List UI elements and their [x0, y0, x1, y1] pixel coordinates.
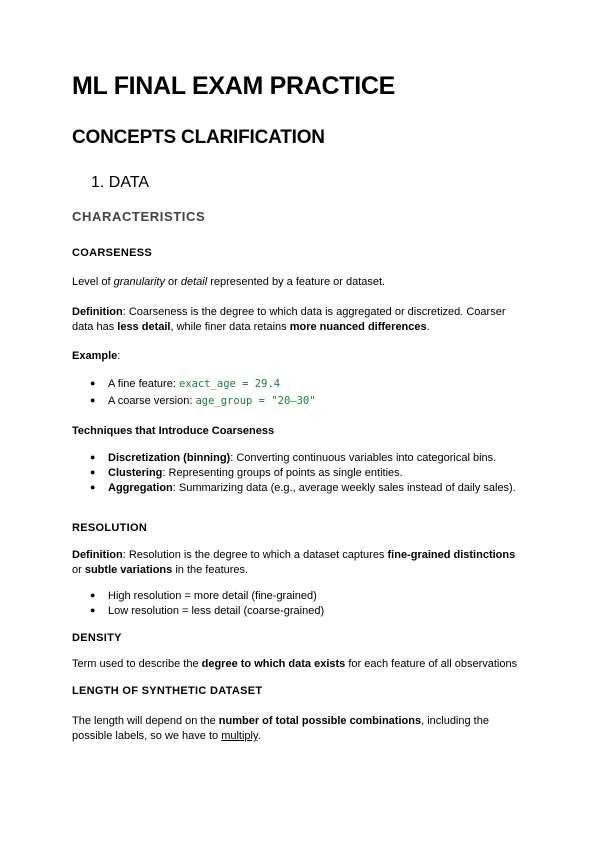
density-bold: degree to which data exists	[201, 658, 346, 670]
technique-desc: : Summarizing data (e.g., average weekly sales instead of daily sales).	[172, 482, 516, 494]
synthetic-line2	[72, 729, 261, 744]
document-title: ML FINAL EXAM PRACTICE	[72, 72, 396, 100]
density-text-part: for each feature of all observations	[345, 658, 518, 670]
example-label-line	[72, 349, 120, 364]
technique-term: Clustering	[108, 467, 163, 479]
definition-more-nuanced: more nuanced differences	[289, 321, 427, 333]
definition-text: : Resolution is the degree to which a dataset captures	[122, 549, 388, 561]
intro-detail: detail	[180, 276, 208, 288]
synthetic-text: .	[257, 730, 261, 742]
example-colon: :	[117, 350, 121, 362]
section-heading: 1. DATA	[91, 174, 150, 191]
synthetic-text: , including the	[421, 715, 489, 727]
definition-label: Definition	[72, 549, 123, 561]
intro-text: represented by a feature or dataset.	[207, 276, 386, 288]
bullet-icon: ●	[90, 482, 96, 492]
synthetic-text: The length will depend on the	[72, 715, 219, 727]
technique-desc: : Converting continuous variables into categorical bins.	[230, 452, 497, 464]
list-item	[108, 481, 516, 496]
bullet-icon: ●	[90, 452, 96, 462]
example-text: A fine feature:	[108, 378, 179, 390]
example-label: Example	[72, 350, 118, 362]
coarseness-definition-line2	[72, 320, 430, 335]
list-item	[108, 394, 316, 409]
definition-text: .	[426, 321, 430, 333]
resolution-definition-line1	[72, 548, 515, 563]
list-item	[108, 377, 280, 392]
technique-desc: : Representing groups of points as single entities.	[162, 467, 403, 479]
technique-term: Discretization (binning)	[108, 452, 231, 464]
subsection-heading: CHARACTERISTICS	[72, 209, 206, 224]
definition-text: in the features.	[172, 564, 249, 576]
resolution-definition-line2	[72, 563, 248, 578]
technique-term: Aggregation	[108, 482, 173, 494]
synthetic-line1	[72, 714, 489, 729]
definition-fine-grained: fine-grained distinctions	[387, 549, 516, 561]
synthetic-heading: LENGTH OF SYNTHETIC DATASET	[72, 685, 263, 697]
definition-text: data has	[72, 321, 118, 333]
list-item: High resolution = more detail (fine-grained)	[108, 590, 317, 602]
techniques-heading: Techniques that Introduce Coarseness	[72, 425, 275, 437]
density-text-part: Term used to describe the	[72, 658, 202, 670]
intro-text: Level of	[72, 276, 114, 288]
example-code: exact_age = 29.4	[178, 378, 281, 390]
definition-text: : Coarseness is the degree to which data is aggregated or discretized. Coarser	[122, 306, 506, 318]
bullet-icon: ●	[90, 395, 96, 405]
density-heading: DENSITY	[72, 632, 122, 644]
definition-less-detail: less detail	[117, 321, 171, 333]
document-subtitle: CONCEPTS CLARIFICATION	[72, 127, 325, 148]
bullet-icon: ●	[90, 378, 96, 388]
coarseness-definition-line1	[72, 305, 505, 320]
example-text: A coarse version:	[108, 395, 196, 407]
synthetic-text: possible labels, so we have to	[72, 730, 222, 742]
resolution-heading: RESOLUTION	[72, 522, 148, 534]
definition-label: Definition	[72, 306, 123, 318]
definition-subtle-variations: subtle variations	[84, 564, 173, 576]
intro-granularity: granularity	[113, 276, 165, 288]
coarseness-heading: COARSENESS	[72, 247, 153, 259]
example-code: age_group = "20–30"	[195, 395, 316, 407]
synthetic-multiply: multiply	[221, 730, 258, 742]
list-item	[108, 451, 496, 466]
definition-text: or	[72, 564, 85, 576]
list-item: Low resolution = less detail (coarse-grained)	[108, 605, 325, 617]
density-text	[72, 657, 517, 672]
coarseness-intro	[72, 275, 385, 290]
bullet-icon: ●	[90, 590, 96, 600]
definition-text: , while finer data retains	[170, 321, 290, 333]
bullet-icon: ●	[90, 467, 96, 477]
synthetic-bold: number of total possible combinations	[218, 715, 422, 727]
bullet-icon: ●	[90, 605, 96, 615]
list-item	[108, 466, 403, 481]
intro-text: or	[164, 276, 181, 288]
